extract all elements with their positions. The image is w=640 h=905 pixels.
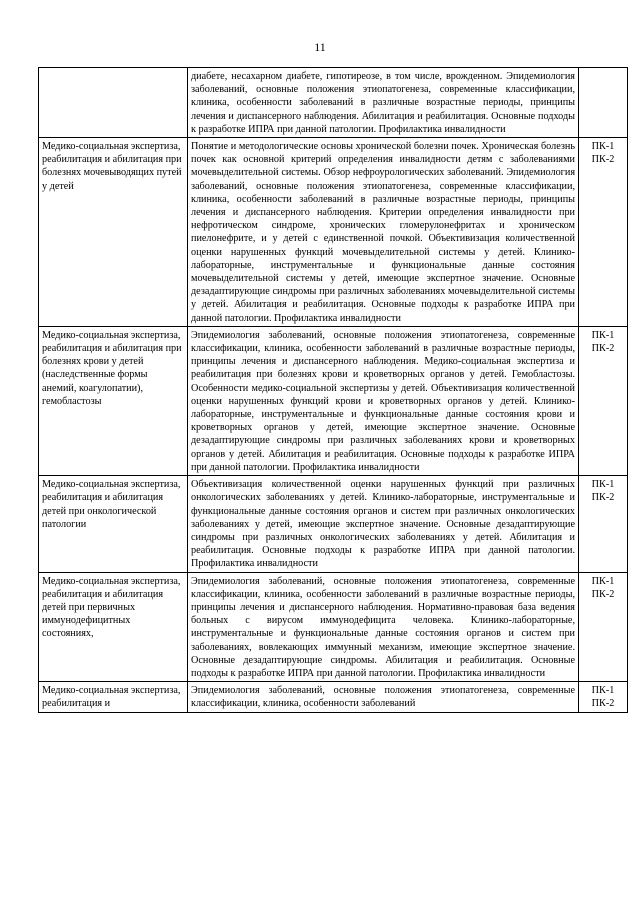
- topic-cell: [39, 68, 188, 138]
- competency-code: ПК-1: [591, 685, 615, 697]
- content-cell: [188, 572, 579, 682]
- content-cell: [188, 68, 579, 138]
- competency-cell: [579, 326, 628, 475]
- competency-code: ПК-2: [591, 343, 615, 355]
- competency-cell: [579, 476, 628, 572]
- content-text: Объективизация количественной оценки нарушенных функций при различных онкологических заболеваниях у детей. Клинико-лабораторные, инструментальные и функциональные данные состояния органов и систем при различных онкологических заболеваниях у детей, имеющие экспертное значение. Основные дезадаптирующие синдромы при различных онкологических заболеваниях у детей. Абилитация и реабилитация. Основные подходы к разработке ИПРА при данной патологии. Профилактика инвалидности: [191, 479, 575, 570]
- table-row: [39, 476, 628, 572]
- table-row: [39, 68, 628, 138]
- topic-title: Медико-социальная экспертиза, реабилитация и абилитация при болезнях мочевыводящих путей у детей: [42, 141, 182, 192]
- content-text: Понятие и методологические основы хронической болезни почек. Хроническая болезнь почек как основной критерий определения инвалидности детям с заболеваниями мочевыделительной системы. Обзор нефроурологических заболеваний. Эпидемиология заболеваний, основные положения этиопатогенеза, современные классификации, клиника, особенности заболеваний в различные возрастные периоды, принципы лечения и диспансерного наблюдения. Критерии определения инвалидности при нефротическом синдроме, хронических гломерулонефритах и хроническом пиелонефрите, и у детей с единственной почкой. Объективизация количественной оценки нарушенных функций мочевыделительной системы у детей. Клинико-лабораторные, инструментальные и функциональные данные состояния мочевыделительной системы у детей, имеющие экспертное значение. Основные дезадаптирующие синдромы при различных заболеваниях мочевыделительной системы у детей. Абилитация и реабилитация. Основные подходы к разработке ИПРА при данной патологии. Профилактика инвалидности: [191, 141, 575, 324]
- competency-code: ПК-1: [591, 141, 615, 153]
- content-cell: [188, 476, 579, 572]
- content-cell: [188, 138, 579, 327]
- topic-cell: [39, 138, 188, 327]
- competency-cell: [579, 572, 628, 682]
- table-row: [39, 326, 628, 475]
- content-text: диабете, несахарном диабете, гипотиреозе, в том числе, врожденном. Эпидемиология заболеваний, основные положения этиопатогенеза, современные классификации, клиника, особенности заболеваний в различные возрастные периоды, принципы лечения и диспансерного наблюдения. Абилитация и реабилитация. Основные подходы к разработке ИПРА при данной патологии. Профилактика инвалидности: [191, 71, 575, 135]
- table-row: [39, 572, 628, 682]
- topic-cell: [39, 682, 188, 712]
- table-row: [39, 682, 628, 712]
- content-text: Эпидемиология заболеваний, основные положения этиопатогенеза, современные классификации, клиника, особенности заболеваний: [191, 685, 575, 710]
- competency-code: ПК-1: [591, 575, 615, 587]
- content-cell: [188, 682, 579, 712]
- competency-code: ПК-2: [591, 698, 615, 710]
- competency-cell: [579, 68, 628, 138]
- topic-title: Медико-социальная экспертиза, реабилитация и абилитация детей при первичных иммунодефицитных состояниях,: [42, 575, 181, 640]
- competency-code: ПК-2: [591, 492, 615, 504]
- table-row: [39, 138, 628, 327]
- page-number: 11: [314, 40, 326, 54]
- competency-code: ПК-2: [591, 588, 615, 600]
- competency-cell: [579, 138, 628, 327]
- content-cell: [188, 326, 579, 475]
- competency-cell: [579, 682, 628, 712]
- table-body: [39, 68, 628, 713]
- competency-code: ПК-1: [591, 479, 615, 491]
- topic-cell: [39, 572, 188, 682]
- competency-code: ПК-2: [591, 154, 615, 166]
- topic-title: Медико-социальная экспертиза, реабилитация и абилитация при болезнях крови у детей (наследственные формы анемий, коагулопатии), гемобластозы: [42, 329, 182, 407]
- topic-cell: [39, 326, 188, 475]
- topic-cell: [39, 476, 188, 572]
- discipline-table: [38, 67, 628, 713]
- competency-code: ПК-1: [591, 329, 615, 341]
- topic-title: Медико-социальная экспертиза, реабилитация и абилитация детей при онкологической патологии: [42, 479, 181, 530]
- topic-title: Медико-социальная экспертиза, реабилитация и: [42, 685, 181, 710]
- content-text: Эпидемиология заболеваний, основные положения этиопатогенеза, современные классификации, клиника, особенности заболеваний в различные возрастные периоды, принципы лечения и диспансерного наблюдения. Медико-социальная экспертиза и реабилитация при болезнях крови и кроветворных органов у детей. Гемобластозы. Особенности медико-социальной экспертизы у детей. Объективизация количественной оценки нарушенных функций крови и кроветворных органов у детей. Клинико-лабораторные, инструментальные и функциональные данные состояния крови и кроветворных органов у детей, имеющие экспертное значение. Основные дезадаптирующие синдромы при различных заболеваниях крови и кроветворных органов у детей. Абилитация и реабилитация. Основные подходы к разработке ИПРА при данной патологии. Профилактика инвалидности: [191, 329, 575, 473]
- content-text: Эпидемиология заболеваний, основные положения этиопатогенеза, современные классификации, клиника, особенности заболеваний в различные возрастные периоды, принципы лечения и диспансерного наблюдения. Нормативно-правовая база ведения больных с вирусом иммунодефицита человека. Клинико-лабораторные, инструментальные и функциональные данные состояния органов и систем при заболеваниях, вовлекающих иммунный механизм, имеющие экспертное значение. Основные дезадаптирующие синдромы. Абилитация и реабилитация. Основные подходы к разработке ИПРА при данной патологии. Профилактика инвалидности: [191, 575, 575, 679]
